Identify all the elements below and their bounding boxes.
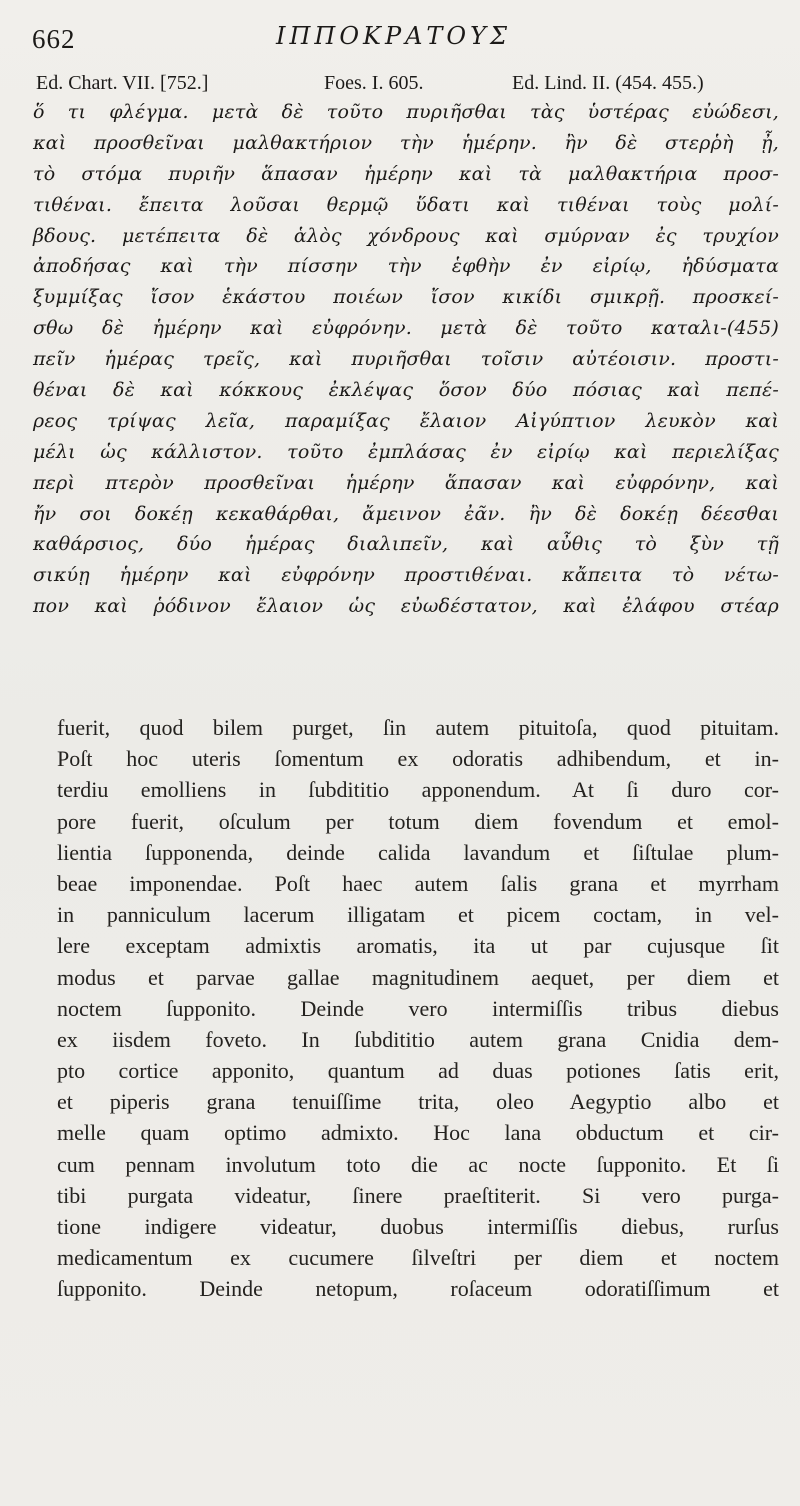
latin-line: in panniculum lacerum illigatam et picem coctam, in vel- (57, 902, 779, 928)
latin-line: pto cortice apponito, quantum ad duas potiones ſatis erit, (57, 1058, 779, 1084)
latin-line: tibi purgata videatur, ſinere praeſtiterit. Si vero purga- (57, 1182, 779, 1208)
greek-line: ἤν σοι δοκέῃ κεκαθάρθαι, ἄμεινον ἐᾶν. ἢν δὲ δοκέῃ δέεσθαι (33, 502, 779, 525)
latin-line: noctem ſupponito. Deinde vero intermiſſis tribus diebus (57, 995, 779, 1021)
greek-line: σθω δὲ ἡμέρην καὶ εὐφρόνην. μετὰ δὲ τοῦτο καταλι-(455) (33, 317, 779, 340)
page-number: 662 (32, 24, 76, 54)
latin-line: lere exceptam admixtis aromatis, ita ut par cujusque ſit (57, 933, 779, 959)
latin-line: fuerit, quod bilem purget, ſin autem pituitoſa, quod pituitam. (57, 715, 779, 740)
latin-line: ex iisdem foveto. In ſubdititio autem grana Cnidia dem- (57, 1026, 779, 1052)
latin-line: medicamentum ex cucumere ſilveſtri per diem et noctem (57, 1245, 779, 1271)
latin-text-block (57, 712, 779, 1305)
greek-line: καὶ προσθεῖναι μαλθακτήριον τὴν ἡμέρην. ἢν δὲ στερῥὴ ᾖ, (33, 131, 779, 154)
latin-line: ſupponito. Deinde netopum, roſaceum odoratiſſimum et (57, 1276, 779, 1302)
greek-line: μέλι ὡς κάλλιστον. τοῦτο ἐμπλάσας ἐν εἰρίῳ καὶ περιελίξας (33, 440, 779, 463)
greek-line: καθάρσιος, δύο ἡμέρας διαλιπεῖν, καὶ αὖθις τὸ ξὺν τῇ (33, 533, 779, 556)
latin-line: Poſt hoc uteris ſomentum ex odoratis adhibendum, et in- (57, 746, 779, 772)
greek-line: ρεος τρίψας λεῖα, παραμίξας ἔλαιον Αἰγύπτιον λευκὸν καὶ (33, 409, 779, 432)
latin-line: beae imponendae. Poſt haec autem ſalis grana et myrrham (57, 870, 779, 896)
ref-ed-chart: Ed. Chart. VII. [752.] (36, 72, 209, 94)
greek-line: πεῖν ἡμέρας τρεῖς, καὶ πυριῆσθαι τοῖσιν αὐτέοισιν. προστι- (33, 348, 779, 371)
latin-line: pore fuerit, oſculum per totum diem fovendum et emol- (57, 808, 779, 834)
greek-line: περὶ πτερὸν προσθεῖναι ἡμέρην ἅπασαν καὶ εὐφρόνην, καὶ (33, 471, 779, 494)
latin-line: et piperis grana tenuiſſime trita, oleo Aegyptio albo et (57, 1089, 779, 1115)
latin-line: cum pennam involutum toto die ac nocte ſupponito. Et ſi (57, 1151, 779, 1177)
greek-text-block (33, 97, 779, 622)
latin-line: modus et parvae gallae magnitudinem aequet, per diem et (57, 964, 779, 990)
ref-ed-lind: Ed. Lind. II. (454. 455.) (512, 72, 704, 94)
greek-line: ὅ τι φλέγμα. μετὰ δὲ τοῦτο πυριῆσθαι τὰς ὑστέρας εὐώδεσι, (33, 101, 779, 123)
greek-line: τιθέναι. ἔπειτα λοῦσαι θερμῷ ὕδατι καὶ τιθέναι τοὺς μολί- (33, 193, 779, 216)
greek-line: σικύῃ ἡμέρην καὶ εὐφρόνην προστιθέναι. κἄπειτα τὸ νέτω- (33, 564, 779, 587)
greek-line: θέναι δὲ καὶ κόκκους ἐκλέψας ὅσον δύο πόσιας καὶ πεπέ- (33, 379, 779, 402)
latin-line: melle quam optimo admixto. Hoc lana obductum et cir- (57, 1120, 779, 1146)
latin-line: lientia ſupponenda, deinde calida lavandum et ſiſtulae plum- (57, 839, 779, 865)
greek-line: ἀποδήσας καὶ τὴν πίσσην τὴν ἑφθὴν ἐν εἰρίῳ, ἡδύσματα (33, 255, 779, 278)
page-header (32, 22, 772, 58)
greek-line: βδους. μετέπειτα δὲ ἁλὸς χόνδρους καὶ σμύρναν ἐς τρυχίον (33, 224, 779, 247)
greek-line: πον καὶ ῥόδινον ἔλαιον ὡς εὐωδέστατον, καὶ ἐλάφου στέαρ (33, 595, 779, 618)
ref-foes: Foes. I. 605. (324, 72, 424, 94)
latin-line: tione indigere videatur, duobus intermiſſis diebus, rurſus (57, 1214, 779, 1239)
running-title: ΙΠΠΟΚΡΑΤΟΥΣ (276, 22, 511, 50)
greek-line: ξυμμίξας ἴσον ἑκάστου ποιέων ἴσον κικίδι σμικρῇ. προσκεί- (33, 286, 779, 309)
latin-line: terdiu emolliens in ſubdititio apponendum. At ſi duro cor- (57, 777, 779, 803)
greek-line: τὸ στόμα πυριῆν ἅπασαν ἡμέρην καὶ τὰ μαλθακτήρια προσ- (33, 162, 779, 185)
